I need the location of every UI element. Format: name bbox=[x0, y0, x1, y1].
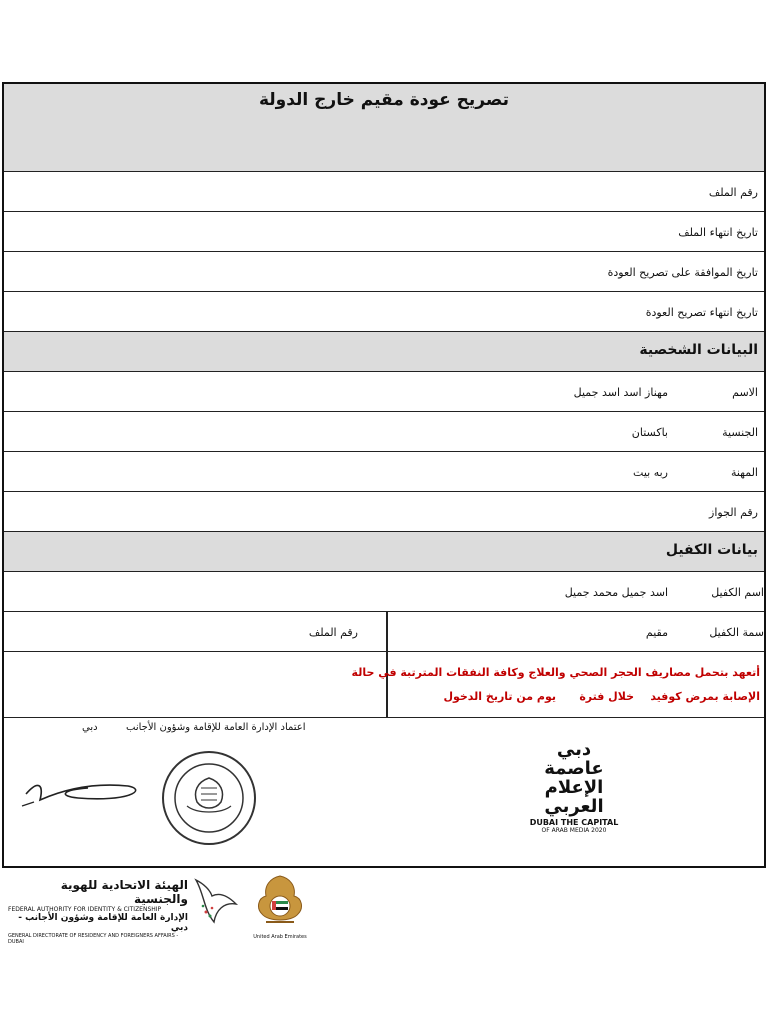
permit-expiry-row bbox=[4, 292, 764, 332]
pledge-line-2b: خلال فترة bbox=[579, 690, 634, 703]
uae-emblem-icon bbox=[248, 870, 312, 940]
personal-section-title: البيانات الشخصية bbox=[639, 342, 758, 358]
directorate-en: GENERAL DIRECTORATE OF RESIDENCY AND FOREIGNERS AFFAIRS - DUBAI bbox=[8, 933, 179, 945]
pledge-line-2a: الإصابة بمرض كوفيد bbox=[650, 690, 760, 703]
profession-row bbox=[4, 452, 764, 492]
name-label: الاسم bbox=[732, 386, 758, 399]
approval-date-row bbox=[4, 252, 764, 292]
sponsor-name-label: اسم الكفيل bbox=[711, 586, 764, 599]
authority-en: FEDERAL AUTHORITY FOR IDENTITY & CITIZENSHIP bbox=[8, 906, 162, 913]
falcon-logo-icon bbox=[190, 870, 240, 930]
uae-label: United Arab Emirates bbox=[253, 934, 307, 940]
dubai-logo-ar-3: الإعلام bbox=[544, 777, 604, 798]
nationality-row bbox=[4, 412, 764, 452]
approval-date-label: تاريخ الموافقة على تصريح العودة bbox=[607, 266, 758, 279]
sponsor-status-label: سمة الكفيل bbox=[709, 626, 764, 639]
official-stamp-image bbox=[157, 748, 261, 848]
dubai-logo-en-1: DUBAI THE CAPITAL bbox=[529, 818, 619, 827]
return-permit-form bbox=[2, 82, 766, 868]
personal-section-header bbox=[4, 332, 764, 372]
approval-text: اعتماد الإدارة العامة للإقامة وشؤون الأجانب bbox=[126, 722, 306, 733]
dubai-logo-en-2: OF ARAB MEDIA 2020 bbox=[541, 827, 607, 834]
directorate-ar: الإدارة العامة للإقامة وشؤون الأجانب - دبي bbox=[18, 913, 188, 933]
file-expiry-row bbox=[4, 212, 764, 252]
passport-row bbox=[4, 492, 764, 532]
sponsor-name-row bbox=[4, 572, 764, 612]
pledge-divider bbox=[386, 652, 388, 717]
file-number-row bbox=[4, 172, 764, 212]
pledge-line-1: أتعهد بتحمل مصاريف الحجر الصحي والعلاج وكافة النفقات المترتبة في حالة bbox=[351, 666, 760, 679]
dubai-logo-ar-1: دبي bbox=[556, 739, 592, 760]
authority-ar: الهيئة الاتحادية للهوية والجنسية bbox=[60, 878, 188, 906]
profession-value: ربه بيت bbox=[633, 466, 668, 479]
sponsor-status-divider bbox=[386, 612, 388, 651]
pledge-row bbox=[4, 652, 764, 718]
sponsor-status-row bbox=[4, 612, 764, 652]
permit-expiry-label: تاريخ انتهاء تصريح العودة bbox=[645, 306, 758, 319]
nationality-value: باكستان bbox=[631, 426, 668, 439]
name-value: مهناز اسد اسد جميل bbox=[573, 386, 668, 399]
dubai-logo-ar-2: عاصمة bbox=[544, 758, 604, 779]
file-expiry-label: تاريخ انتهاء الملف bbox=[678, 226, 758, 239]
sponsor-file-number-label: رقم الملف bbox=[308, 626, 358, 639]
sponsor-section-title: بيانات الكفيل bbox=[665, 542, 758, 558]
sponsor-name-value: اسد جميل محمد جميل bbox=[564, 586, 668, 599]
form-title: تصريح عودة مقيم خارج الدولة bbox=[258, 90, 510, 110]
sponsor-section-header bbox=[4, 532, 764, 572]
file-number-label: رقم الملف bbox=[708, 186, 758, 199]
pledge-line-2c: يوم من تاريخ الدخول bbox=[443, 690, 556, 703]
sponsor-status-value: مقيم bbox=[645, 626, 668, 639]
dubai-media-logo bbox=[514, 740, 634, 855]
passport-label: رقم الجواز bbox=[709, 506, 758, 519]
signature-image bbox=[18, 772, 148, 812]
approval-city: دبي bbox=[82, 722, 98, 733]
form-title-row bbox=[4, 84, 764, 172]
dubai-logo-ar-4: العربي bbox=[544, 796, 604, 817]
profession-label: المهنة bbox=[730, 466, 758, 479]
footer bbox=[0, 868, 768, 948]
name-row bbox=[4, 372, 764, 412]
nationality-label: الجنسية bbox=[722, 426, 758, 439]
approval-area bbox=[4, 720, 764, 866]
authority-text-block bbox=[8, 878, 188, 945]
